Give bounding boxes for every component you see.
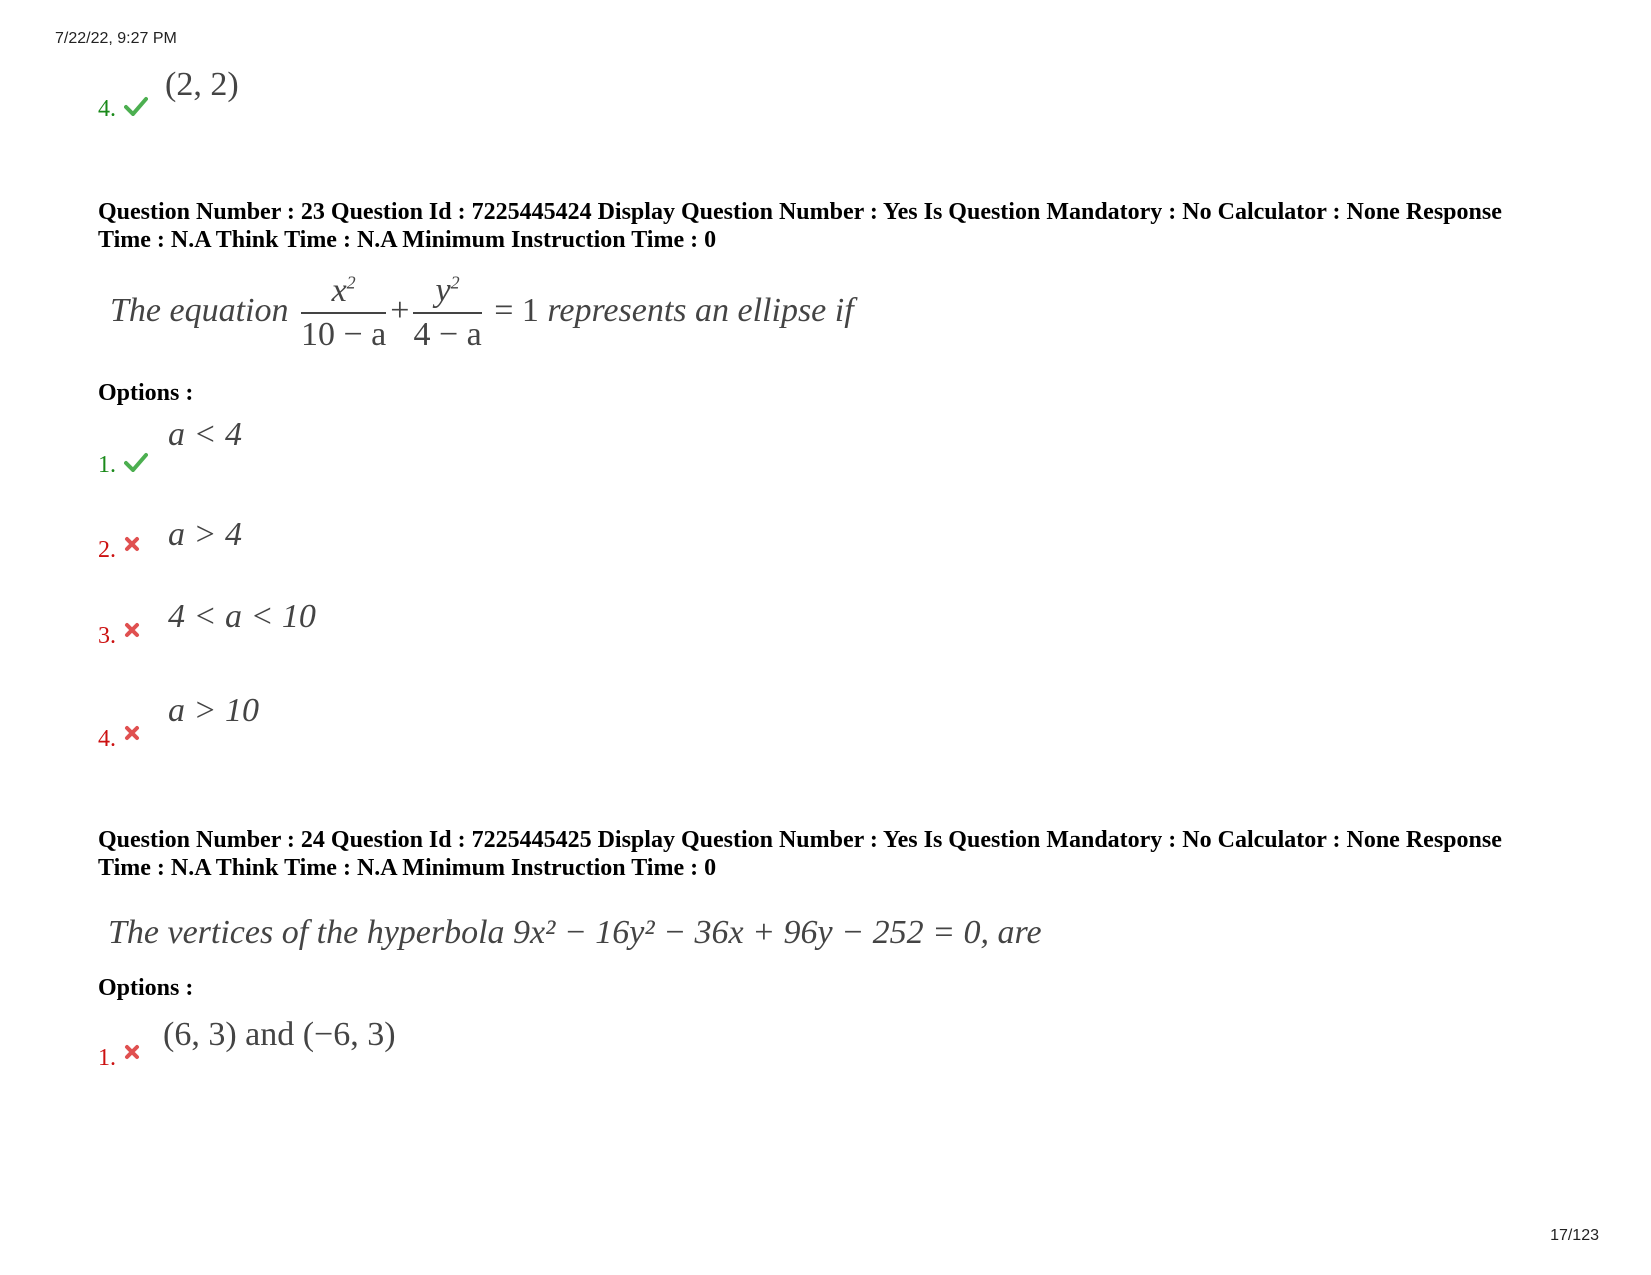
cross-icon — [124, 622, 140, 638]
options-label: Options : — [98, 380, 194, 406]
option-math: (2, 2) — [165, 66, 239, 103]
option-math: a < 4 — [168, 416, 242, 453]
fraction-1: $\frac{x^2}{10 - a}$ — [300, 272, 387, 353]
question-24-meta — [98, 826, 1598, 882]
page-number: 17/123 — [1550, 1227, 1599, 1244]
option-number: 2. — [98, 537, 116, 563]
question-23-meta — [98, 198, 1598, 254]
q23-option-4 — [98, 726, 116, 753]
option-number: 1. — [98, 1045, 116, 1071]
option-math: (6, 3) and (−6, 3) — [163, 1016, 396, 1053]
option-number: 1. — [98, 452, 116, 478]
option-math: 4 < a < 10 — [168, 598, 316, 635]
option-number: 4. — [98, 96, 116, 122]
question-23-text: The equation $\frac{x^2}{10 - a}$ + $\frac{y^2}{4 - a}$ = 1 represents an ellipse if — [110, 272, 854, 353]
cross-icon — [124, 536, 140, 552]
frac-2-den: 4 − a — [413, 316, 482, 353]
fraction-2: $\frac{y^2}{4 - a}$ — [413, 272, 482, 353]
checkmark-icon — [124, 452, 148, 472]
meta-line-2: Time : N.A Think Time : N.A Minimum Instruction Time : 0 — [98, 855, 717, 881]
q24-option-1 — [98, 1045, 116, 1072]
q23-option-1 — [98, 452, 116, 479]
equals-one: = 1 — [494, 291, 539, 329]
option-math: a > 4 — [168, 516, 242, 553]
frac-1-num: x — [331, 272, 347, 309]
text-prefix: The equation — [110, 291, 289, 329]
option-math: a > 10 — [168, 692, 259, 729]
checkmark-icon — [124, 96, 148, 116]
cross-icon — [124, 725, 140, 741]
text-suffix: represents an ellipse if — [547, 291, 854, 329]
question-24-text: The vertices of the hyperbola 9x² − 16y² − 36x + 96y − 252 = 0, are — [108, 914, 1042, 951]
options-label: Options : — [98, 975, 194, 1001]
meta-line-1: Question Number : 24 Question Id : 7225445425 Display Question Number : Yes Is Question Mandatory : No Calculator : None Response — [98, 827, 1502, 853]
option-number: 4. — [98, 726, 116, 752]
q23-option-3 — [98, 623, 116, 650]
frac-2-num: y — [435, 272, 451, 309]
meta-line-2: Time : N.A Think Time : N.A Minimum Instruction Time : 0 — [98, 227, 717, 253]
cross-icon — [124, 1044, 140, 1060]
option-number: 3. — [98, 623, 116, 649]
meta-line-1: Question Number : 23 Question Id : 7225445424 Display Question Number : Yes Is Question Mandatory : No Calculator : None Response — [98, 199, 1502, 225]
prev-option-4 — [98, 96, 116, 123]
frac-1-den: 10 − a — [300, 316, 387, 353]
q23-option-2 — [98, 537, 116, 564]
print-timestamp: 7/22/22, 9:27 PM — [55, 30, 177, 47]
